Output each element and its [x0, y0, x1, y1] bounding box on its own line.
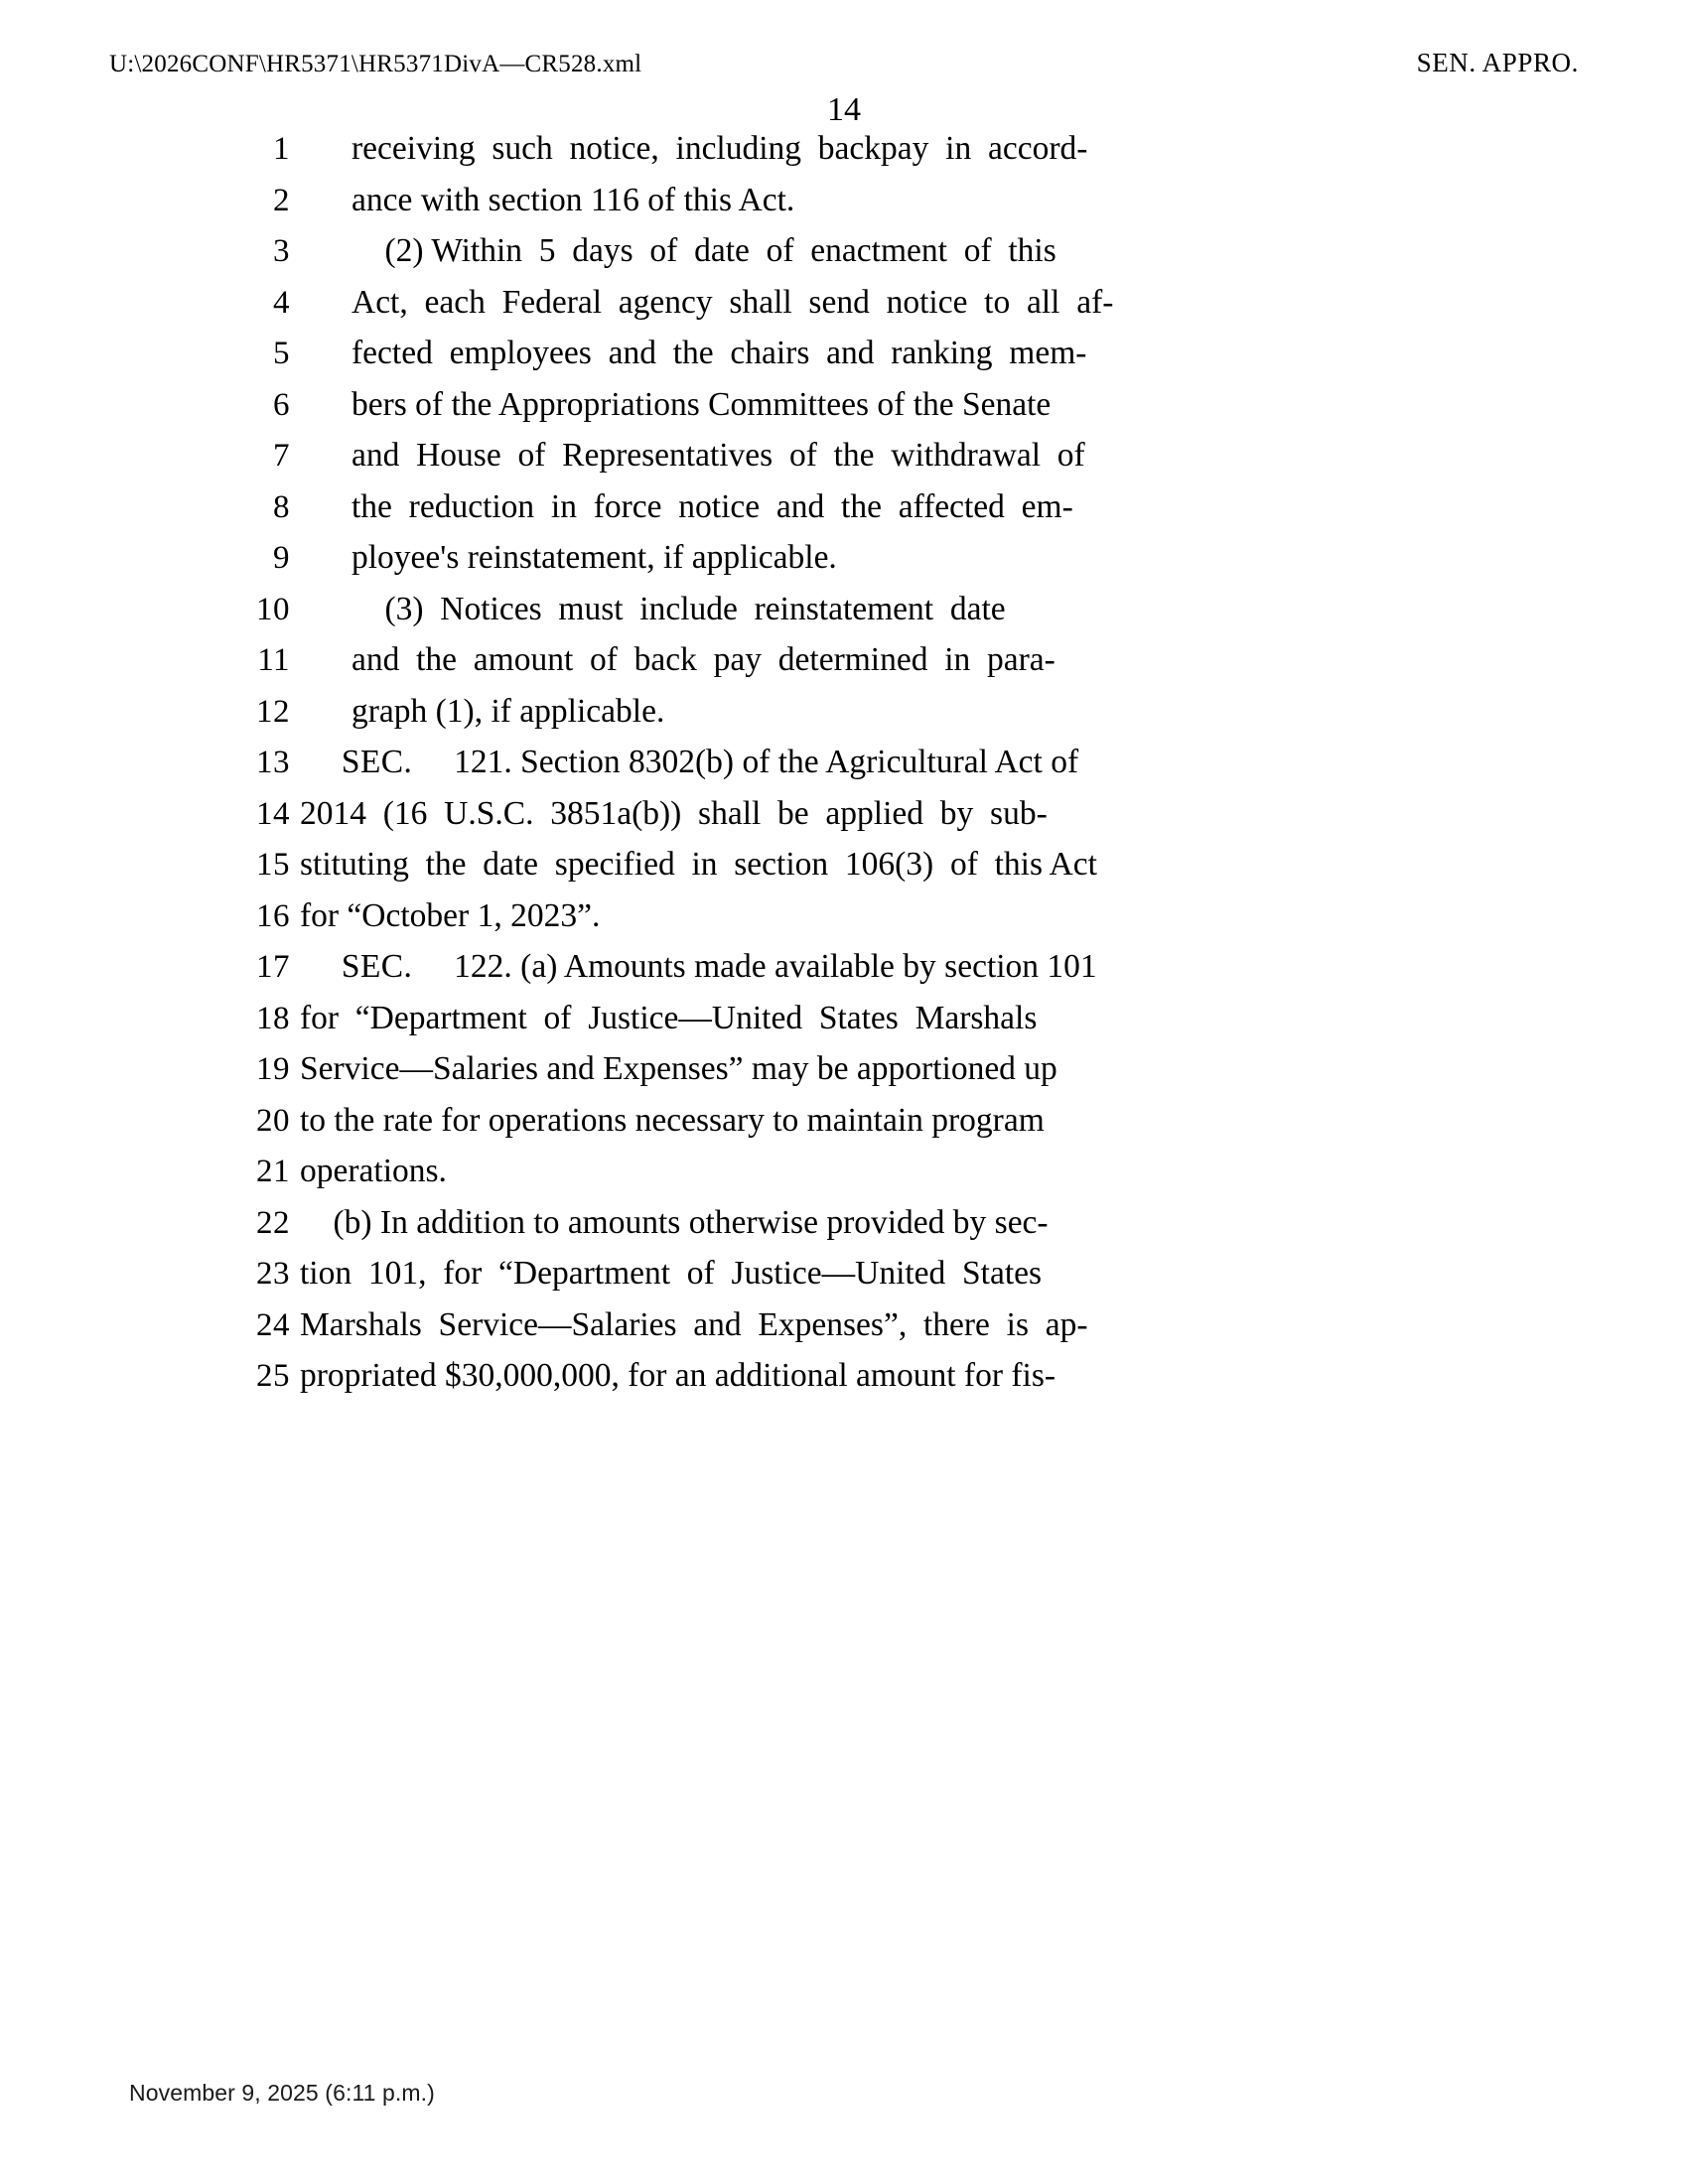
bill-line — [0, 1103, 1688, 1155]
line-text: Service—Salaries and Expenses” may be apportioned up — [300, 1050, 1057, 1087]
line-number: 2 — [273, 182, 290, 218]
bill-line — [0, 1205, 1688, 1257]
line-text: bers of the Appropriations Committees of the Senate — [352, 385, 1052, 423]
bill-line — [0, 1154, 1688, 1205]
line-text: to the rate for operations necessary to maintain program — [300, 1101, 1045, 1139]
line-text: (b) In addition to amounts otherwise provided by sec- — [300, 1203, 1049, 1241]
bill-line — [0, 336, 1688, 387]
section-marker: SEC. — [341, 744, 413, 780]
header-committee-label: SEN. APPRO. — [1416, 48, 1579, 77]
line-text: and the amount of back pay determined in para- — [352, 641, 1055, 678]
line-number: 4 — [273, 284, 290, 321]
line-text-run: 121. Section 8302(b) of the Agricultural Act of — [412, 744, 1079, 780]
line-number: 19 — [256, 1051, 290, 1087]
bill-line — [0, 540, 1688, 592]
line-number: 9 — [273, 540, 290, 576]
line-number: 14 — [256, 795, 290, 832]
footer-timestamp: November 9, 2025 (6:11 p.m.) — [129, 2080, 435, 2106]
section-marker: SEC. — [341, 948, 413, 985]
line-text: the reduction in force notice and the affected em- — [352, 487, 1073, 525]
line-text: Act, each Federal agency shall send notice to all af- — [352, 283, 1114, 321]
line-number: 11 — [257, 642, 290, 678]
page-running-header — [109, 48, 1579, 87]
line-number: 18 — [256, 1000, 290, 1036]
line-number: 17 — [256, 949, 290, 985]
line-number: 22 — [256, 1204, 290, 1241]
line-text-run: 122. (a) Amounts made available by section 101 — [412, 948, 1097, 985]
line-text: (2) Within 5 days of date of enactment of this — [352, 232, 1056, 269]
bill-line — [0, 1001, 1688, 1052]
line-text: operations. — [300, 1153, 447, 1189]
line-number: 3 — [273, 233, 290, 269]
line-number: 16 — [256, 897, 290, 934]
line-text — [290, 746, 1688, 779]
line-text: and House of Representatives of the withdrawal of — [352, 437, 1085, 474]
line-number: 21 — [256, 1154, 290, 1189]
bill-line — [0, 1256, 1688, 1307]
line-number: 6 — [273, 386, 290, 423]
line-text: for “October 1, 2023”. — [300, 896, 601, 934]
bill-line — [0, 694, 1688, 746]
line-number: 5 — [273, 336, 290, 371]
bill-line — [0, 847, 1688, 898]
line-text: propriated $30,000,000, for an additional amount for fis- — [300, 1357, 1056, 1394]
line-number: 23 — [256, 1256, 290, 1292]
line-text: fected employees and the chairs and ranking mem- — [352, 335, 1087, 371]
line-text: Marshals Service—Salaries and Expenses”, there is ap- — [300, 1305, 1088, 1343]
bill-line — [0, 898, 1688, 950]
line-number: 10 — [256, 591, 290, 627]
header-file-path: U:\2026CONF\HR5371\HR5371DivA—CR528.xml — [109, 51, 642, 77]
bill-line — [0, 438, 1688, 489]
line-number: 25 — [256, 1358, 290, 1394]
line-number: 24 — [256, 1306, 290, 1343]
line-number: 15 — [256, 847, 290, 883]
page-number: 14 — [827, 91, 861, 128]
line-number: 1 — [273, 131, 290, 167]
bill-line — [0, 1358, 1688, 1410]
line-number: 8 — [273, 488, 290, 525]
bill-line — [0, 131, 1688, 183]
line-text: ance with section 116 of this Act. — [352, 181, 795, 218]
line-text: ployee's reinstatement, if applicable. — [352, 539, 837, 576]
bill-line — [0, 1051, 1688, 1103]
bill-line — [0, 642, 1688, 694]
bill-line — [0, 233, 1688, 285]
bill-line — [0, 1307, 1688, 1359]
bill-text-body — [0, 131, 1688, 1410]
line-text — [290, 950, 1688, 984]
bill-line — [0, 592, 1688, 643]
line-text: receiving such notice, including backpay in accord- — [352, 130, 1088, 167]
bill-line — [0, 285, 1688, 337]
line-text: 2014 (16 U.S.C. 3851a(b)) shall be applied by sub- — [300, 794, 1048, 832]
line-number: 7 — [273, 438, 290, 474]
bill-line — [0, 183, 1688, 234]
bill-line — [0, 489, 1688, 541]
line-text: for “Department of Justice—United States Marshals — [300, 999, 1038, 1036]
line-text: (3) Notices must include reinstatement date — [352, 590, 1006, 627]
line-number: 20 — [256, 1102, 290, 1139]
line-number: 13 — [256, 745, 290, 780]
line-text: stituting the date specified in section 106(3) of this Act — [300, 846, 1097, 883]
line-number: 12 — [256, 693, 290, 730]
bill-line — [0, 745, 1688, 796]
bill-line — [0, 949, 1688, 1001]
bill-line — [0, 796, 1688, 848]
line-text: tion 101, for “Department of Justice—United States — [300, 1255, 1043, 1292]
line-text: graph (1), if applicable. — [352, 692, 665, 730]
bill-line — [0, 387, 1688, 439]
